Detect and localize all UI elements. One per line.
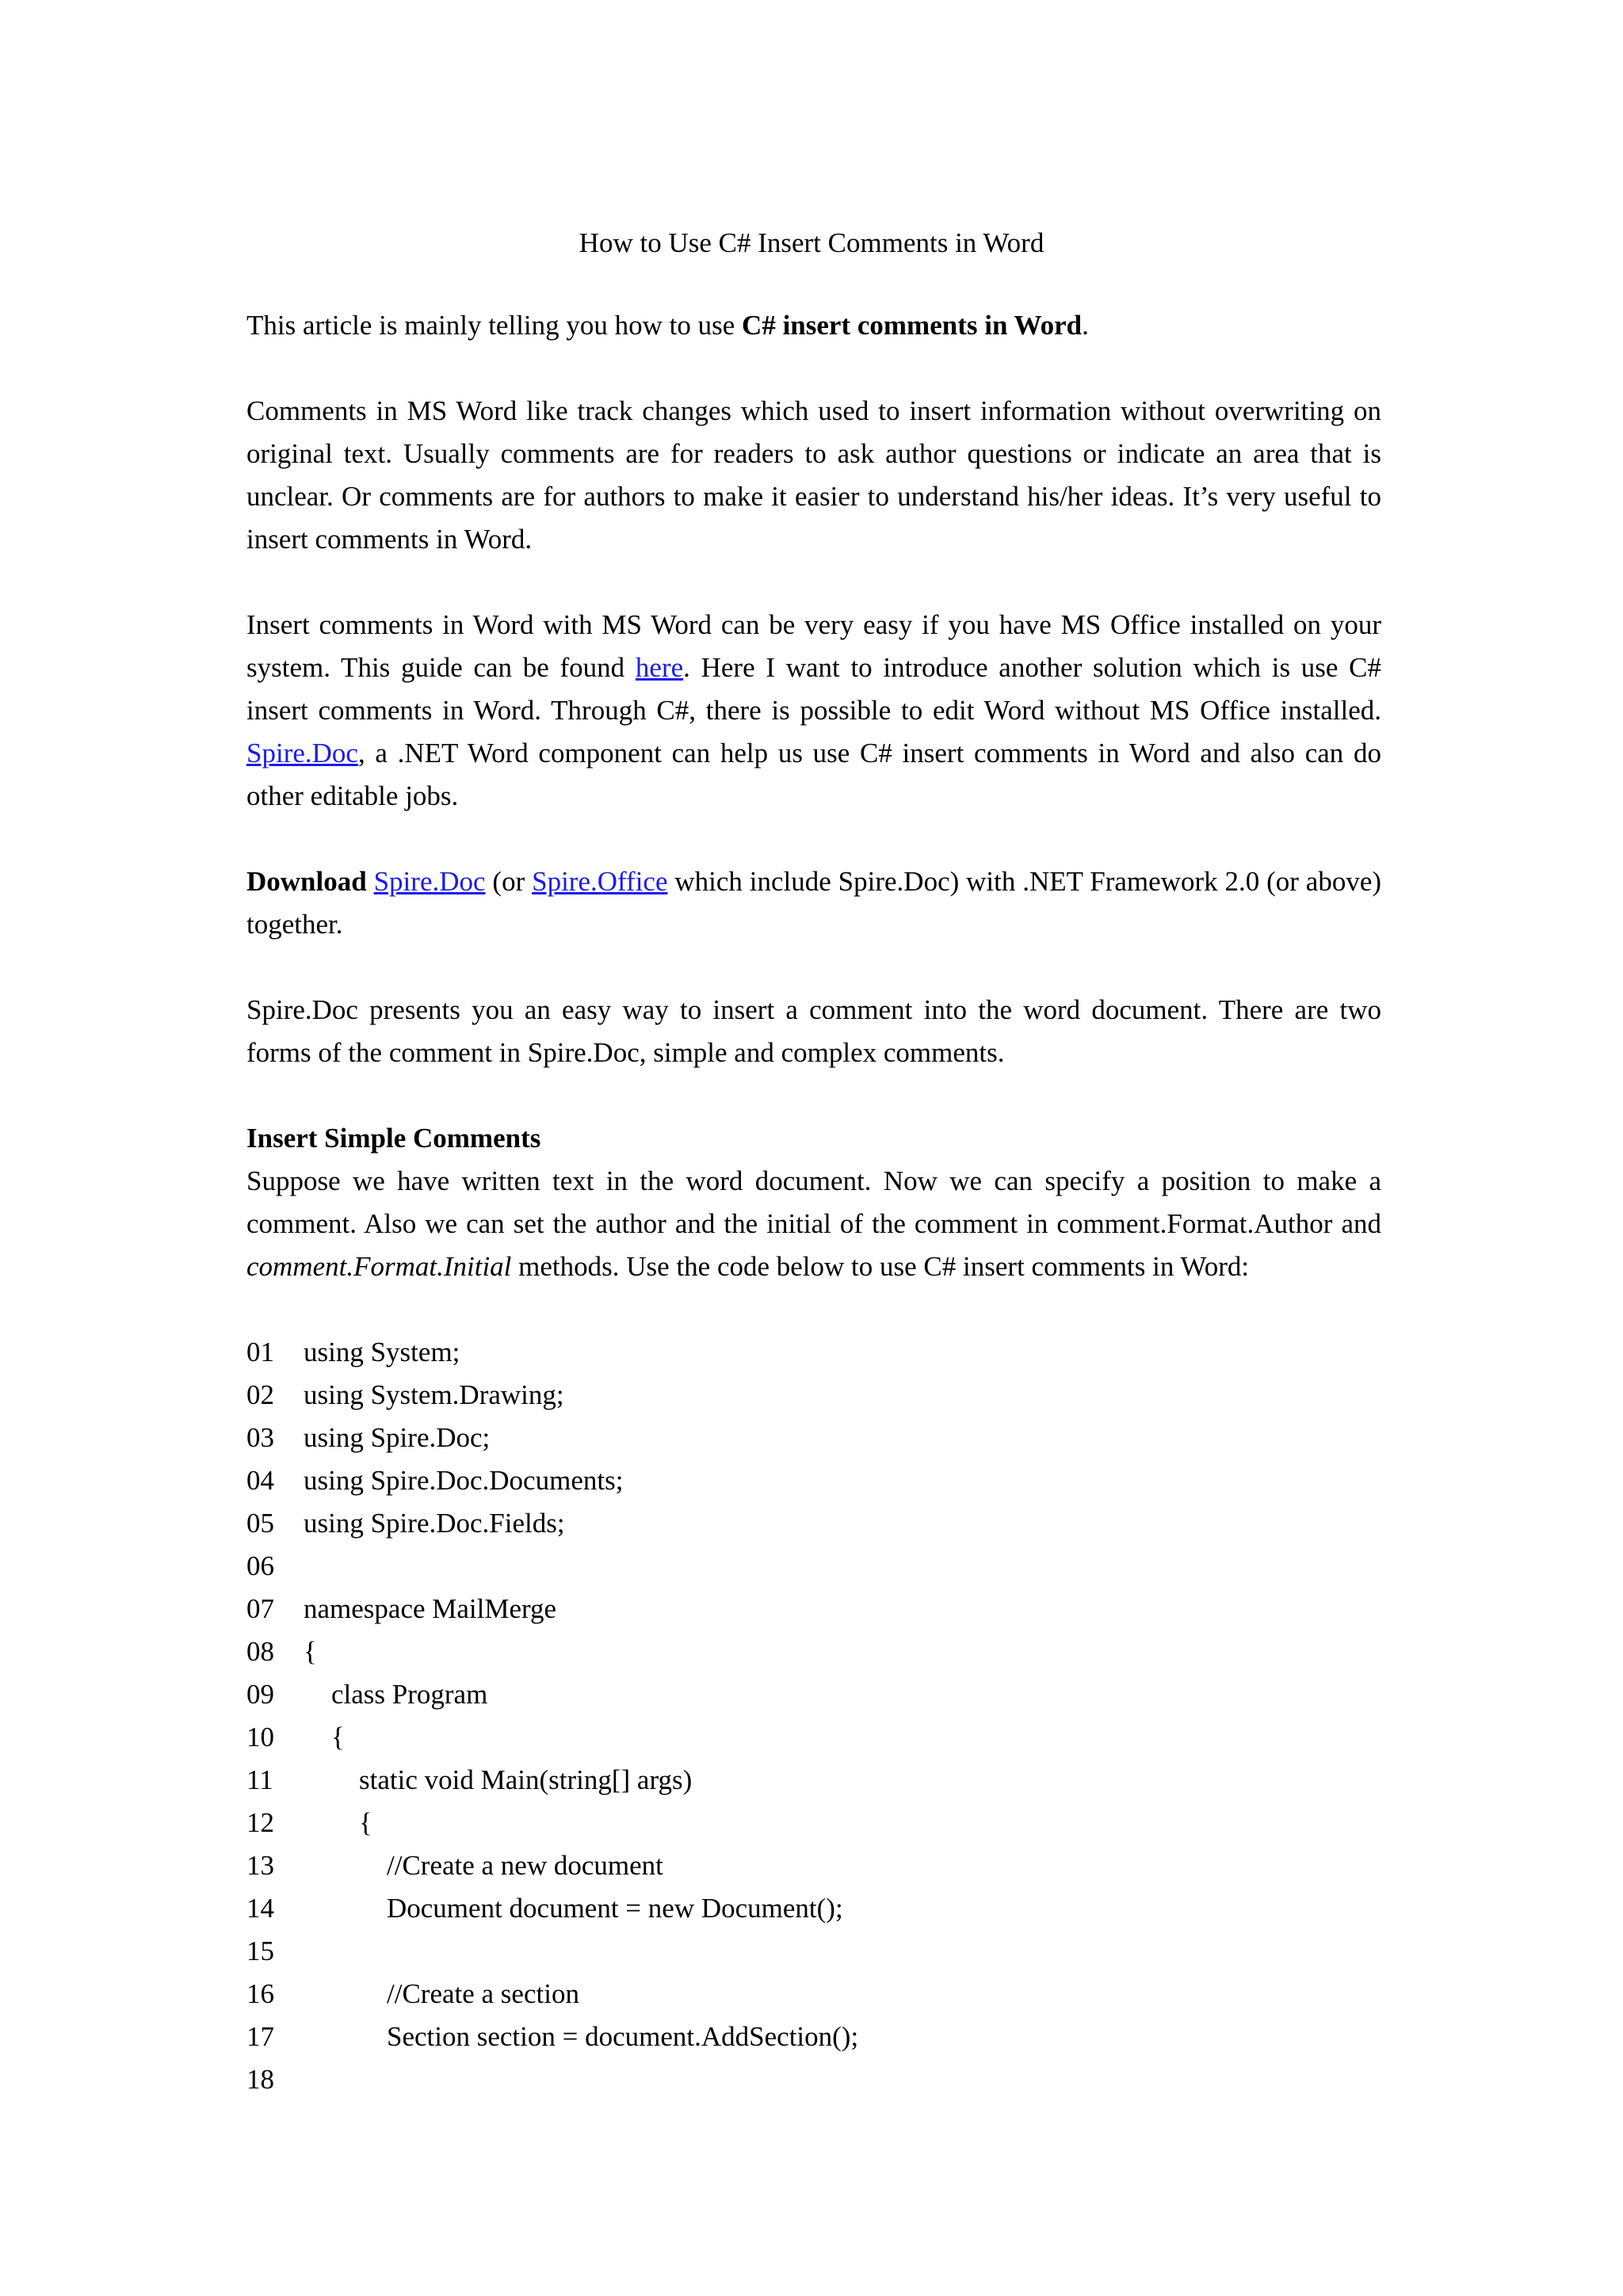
code-line	[246, 1802, 1381, 1844]
ms-word-text-1: Insert comments in Word with MS Word can be very easy if you have MS Office installed on your system. This guide can be found	[246, 609, 1381, 683]
line-number: 07	[246, 1593, 274, 1624]
line-number: 05	[246, 1508, 274, 1539]
code-line	[246, 1374, 1381, 1417]
intro-end: .	[1082, 310, 1089, 341]
line-number: 02	[246, 1379, 274, 1410]
code-line	[246, 1331, 1381, 1374]
spire-office-link[interactable]: Spire.Office	[532, 866, 668, 897]
code-line	[246, 1930, 1381, 1973]
code-line	[246, 1759, 1381, 1802]
code-text: using Spire.Doc;	[304, 1422, 491, 1453]
code-line	[246, 1973, 1381, 2016]
code-text: {	[304, 1722, 345, 1753]
code-line	[246, 1459, 1381, 1502]
code-text: //Create a section	[304, 1978, 579, 2009]
code-line	[246, 1887, 1381, 1930]
here-link[interactable]: here	[635, 652, 684, 683]
line-number: 06	[246, 1550, 274, 1581]
code-text: using System;	[304, 1337, 460, 1367]
code-text: using System.Drawing;	[304, 1379, 564, 1410]
line-number: 13	[246, 1850, 274, 1881]
download-space	[367, 866, 374, 897]
download-label: Download	[246, 866, 367, 897]
code-line	[246, 2058, 1381, 2101]
code-line	[246, 1673, 1381, 1716]
line-number: 11	[246, 1764, 273, 1795]
intro-paragraph	[246, 304, 1381, 347]
code-line	[246, 1417, 1381, 1459]
line-number: 12	[246, 1807, 274, 1838]
section-heading: Insert Simple Comments	[246, 1123, 541, 1154]
code-text: Document document = new Document();	[304, 1893, 843, 1924]
download-text-1: (or	[485, 866, 533, 897]
code-text: {	[304, 1807, 372, 1838]
download-spire-doc-link[interactable]: Spire.Doc	[373, 866, 486, 897]
code-listing	[246, 1331, 1381, 2101]
intro-bold-text: C# insert comments in Word	[742, 310, 1083, 341]
line-number: 01	[246, 1337, 274, 1367]
code-text: class Program	[304, 1679, 488, 1710]
code-text: Section section = document.AddSection();	[304, 2021, 859, 2052]
code-text: namespace MailMerge	[304, 1593, 557, 1624]
code-text: static void Main(string[] args)	[304, 1764, 693, 1795]
ms-word-paragraph	[246, 604, 1381, 818]
line-number: 10	[246, 1722, 274, 1753]
simple-comments-italic: comment.Format.Initial	[246, 1251, 512, 1282]
download-text-2: which include Spire.Doc) with .NET Framework 2.0 (or above) together.	[246, 866, 1382, 940]
line-number: 18	[246, 2064, 274, 2095]
simple-comments-paragraph	[246, 1160, 1381, 1288]
line-number: 16	[246, 1978, 274, 2009]
code-line	[246, 1716, 1381, 1759]
code-text: using Spire.Doc.Fields;	[304, 1508, 565, 1539]
code-line	[246, 1588, 1381, 1630]
code-line	[246, 1502, 1381, 1545]
line-number: 09	[246, 1679, 274, 1710]
spire-doc-link[interactable]: Spire.Doc	[246, 738, 358, 769]
simple-comments-text-2: methods. Use the code below to use C# insert comments in Word:	[511, 1251, 1250, 1282]
code-text: //Create a new document	[304, 1850, 663, 1881]
intro-text: This article is mainly telling you how to use	[246, 310, 743, 341]
ms-word-text-3: , a .NET Word component can help us use C# insert comments in Word and also can do other editable jobs.	[246, 738, 1381, 811]
code-line	[246, 1545, 1381, 1588]
spire-doc-forms-paragraph: Spire.Doc presents you an easy way to insert a comment into the word document. There are two forms of the comment in Spire.Doc, simple and complex comments.	[246, 994, 1381, 1068]
comments-overview-paragraph: Comments in MS Word like track changes which used to insert information without overwriting on original text. Usually comments are for readers to ask author questions or indicate an area that is unclear. Or comments are for authors to make it easier to understand his/her ideas. It’s very useful to insert comments in Word.	[246, 395, 1381, 555]
line-number: 03	[246, 1422, 274, 1453]
line-number: 15	[246, 1936, 274, 1966]
simple-comments-text-1: Suppose we have written text in the word document. Now we can specify a position to make a comment. Also we can set the author and the initial of the comment in comment.Format.Author and	[246, 1165, 1381, 1239]
line-number: 14	[246, 1893, 274, 1924]
document-body	[246, 304, 1381, 2101]
line-number: 04	[246, 1465, 274, 1496]
line-number: 08	[246, 1636, 274, 1667]
code-line	[246, 2016, 1381, 2058]
line-number: 17	[246, 2021, 274, 2052]
code-line	[246, 1844, 1381, 1887]
document-title: How to Use C# Insert Comments in Word	[579, 227, 1044, 258]
code-text: {	[304, 1636, 317, 1667]
ms-word-text-2: . Here I want to introduce another solution which is use C# insert comments in Word. Through C#, there is possible to edit Word without MS Office installed.	[246, 652, 1381, 726]
download-paragraph	[246, 860, 1381, 946]
code-text: using Spire.Doc.Documents;	[304, 1465, 624, 1496]
code-line	[246, 1630, 1381, 1673]
